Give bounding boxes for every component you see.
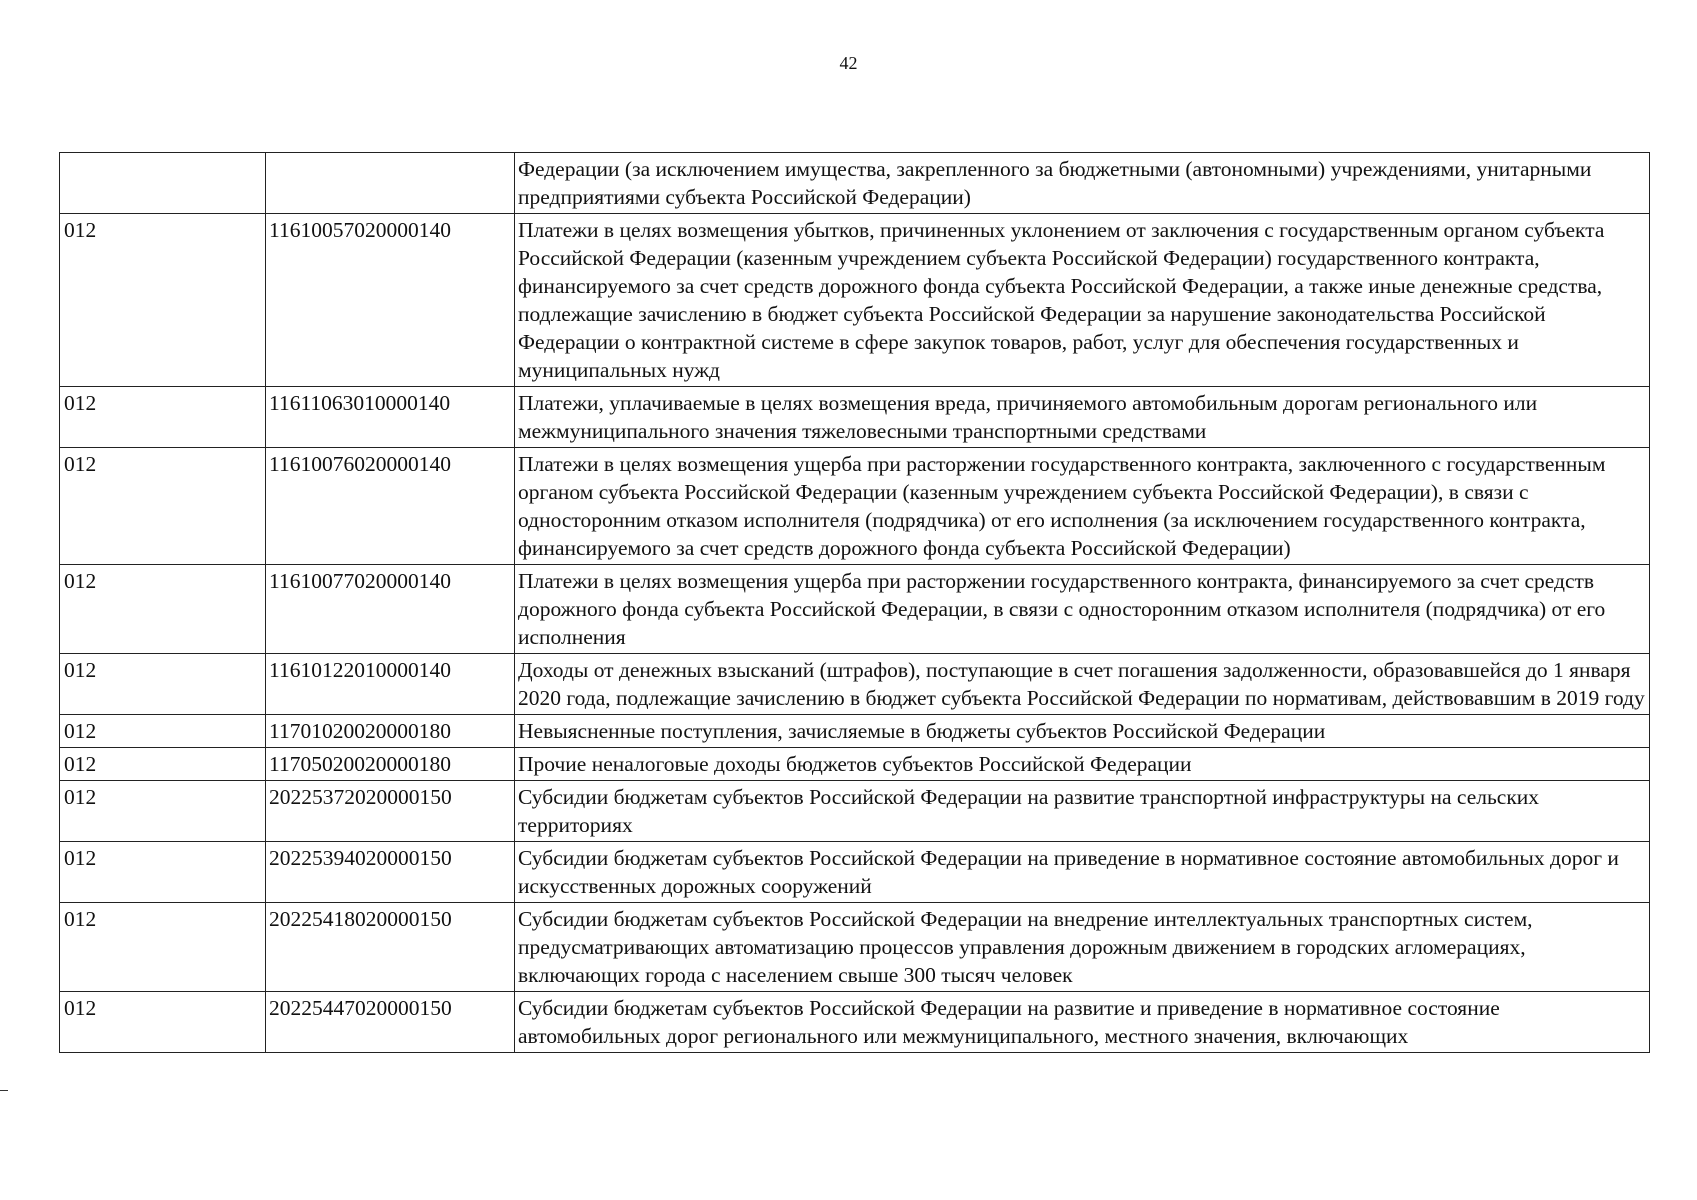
revenue-name-cell: Субсидии бюджетам субъектов Российской Федерации на развитие и приведение в нормативное состояние автомобильных дорог регионального или межмуниципального, местного значения, включающих: [515, 992, 1650, 1053]
budget-code-cell: 11705020020000180: [266, 748, 515, 781]
page-number: 42: [839, 53, 858, 73]
budget-code-cell: 11610122010000140: [266, 654, 515, 715]
budget-code-cell: 20225418020000150: [266, 903, 515, 992]
budget-code-cell: 11611063010000140: [266, 387, 515, 448]
revenue-name-cell: Невыясненные поступления, зачисляемые в бюджеты субъектов Российской Федерации: [515, 715, 1650, 748]
margin-mark: [0, 1090, 8, 1091]
admin-code-cell: 012: [60, 903, 266, 992]
budget-code-cell: 20225372020000150: [266, 781, 515, 842]
table-row: [60, 153, 1650, 214]
budget-code-cell: 11610076020000140: [266, 448, 515, 565]
table-row: [60, 654, 1650, 715]
budget-code-cell: 11610077020000140: [266, 565, 515, 654]
table-row: [60, 748, 1650, 781]
table-row: [60, 992, 1650, 1053]
revenue-name-cell: Субсидии бюджетам субъектов Российской Федерации на развитие транспортной инфраструктуры на сельских территориях: [515, 781, 1650, 842]
admin-code-cell: 012: [60, 842, 266, 903]
revenue-name-cell: Прочие неналоговые доходы бюджетов субъектов Российской Федерации: [515, 748, 1650, 781]
admin-code-cell: 012: [60, 781, 266, 842]
budget-code-cell: 20225447020000150: [266, 992, 515, 1053]
revenue-name-cell: Субсидии бюджетам субъектов Российской Федерации на внедрение интеллектуальных транспортных систем, предусматривающих автоматизацию процессов управления дорожным движением в городских агломерациях, включающих города с населением свыше 300 тысяч человек: [515, 903, 1650, 992]
admin-code-cell: 012: [60, 448, 266, 565]
admin-code-cell: 012: [60, 214, 266, 387]
admin-code-cell: 012: [60, 992, 266, 1053]
table-body: [60, 153, 1650, 1053]
table-row: [60, 842, 1650, 903]
budget-code-cell: 11701020020000180: [266, 715, 515, 748]
admin-code-cell: 012: [60, 748, 266, 781]
admin-code-cell: 012: [60, 715, 266, 748]
table-row: [60, 715, 1650, 748]
admin-code-cell: [60, 153, 266, 214]
revenue-name-cell: Субсидии бюджетам субъектов Российской Федерации на приведение в нормативное состояние автомобильных дорог и искусственных дорожных сооружений: [515, 842, 1650, 903]
revenue-name-cell: Доходы от денежных взысканий (штрафов), поступающие в счет погашения задолженности, образовавшейся до 1 января 2020 года, подлежащие зачислению в бюджет субъекта Российской Федерации по нормативам, действовавшим в 2019 году: [515, 654, 1650, 715]
budget-code-cell: 11610057020000140: [266, 214, 515, 387]
table-row: [60, 448, 1650, 565]
table-row: [60, 903, 1650, 992]
revenue-name-cell: Платежи в целях возмещения ущерба при расторжении государственного контракта, заключенного с государственным органом субъекта Российской Федерации (казенным учреждением субъекта Российской Федерации), в связи с односторонним отказом исполнителя (подрядчика) от его исполнения (за исключением государственного контракта, финансируемого за счет средств дорожного фонда субъекта Российской Федерации): [515, 448, 1650, 565]
table-row: [60, 565, 1650, 654]
table-row: [60, 387, 1650, 448]
table-row: [60, 214, 1650, 387]
revenue-name-cell: Федерации (за исключением имущества, закрепленного за бюджетными (автономными) учреждениями, унитарными предприятиями субъекта Российской Федерации): [515, 153, 1650, 214]
budget-code-cell: [266, 153, 515, 214]
admin-code-cell: 012: [60, 565, 266, 654]
revenue-codes-table: [59, 152, 1650, 1053]
admin-code-cell: 012: [60, 387, 266, 448]
revenue-name-cell: Платежи в целях возмещения ущерба при расторжении государственного контракта, финансируемого за счет средств дорожного фонда субъекта Российской Федерации, в связи с односторонним отказом исполнителя (подрядчика) от его исполнения: [515, 565, 1650, 654]
revenue-name-cell: Платежи в целях возмещения убытков, причиненных уклонением от заключения с государственным органом субъекта Российской Федерации (казенным учреждением субъекта Российской Федерации) государственного контракта, финансируемого за счет средств дорожного фонда субъекта Российской Федерации, а также иные денежные средства, подлежащие зачислению в бюджет субъекта Российской Федерации за нарушение законодательства Российской Федерации о контрактной системе в сфере закупок товаров, работ, услуг для обеспечения государственных и муниципальных нужд: [515, 214, 1650, 387]
revenue-name-cell: Платежи, уплачиваемые в целях возмещения вреда, причиняемого автомобильным дорогам регионального или межмуниципального значения тяжеловесными транспортными средствами: [515, 387, 1650, 448]
budget-code-cell: 20225394020000150: [266, 842, 515, 903]
table-row: [60, 781, 1650, 842]
admin-code-cell: 012: [60, 654, 266, 715]
